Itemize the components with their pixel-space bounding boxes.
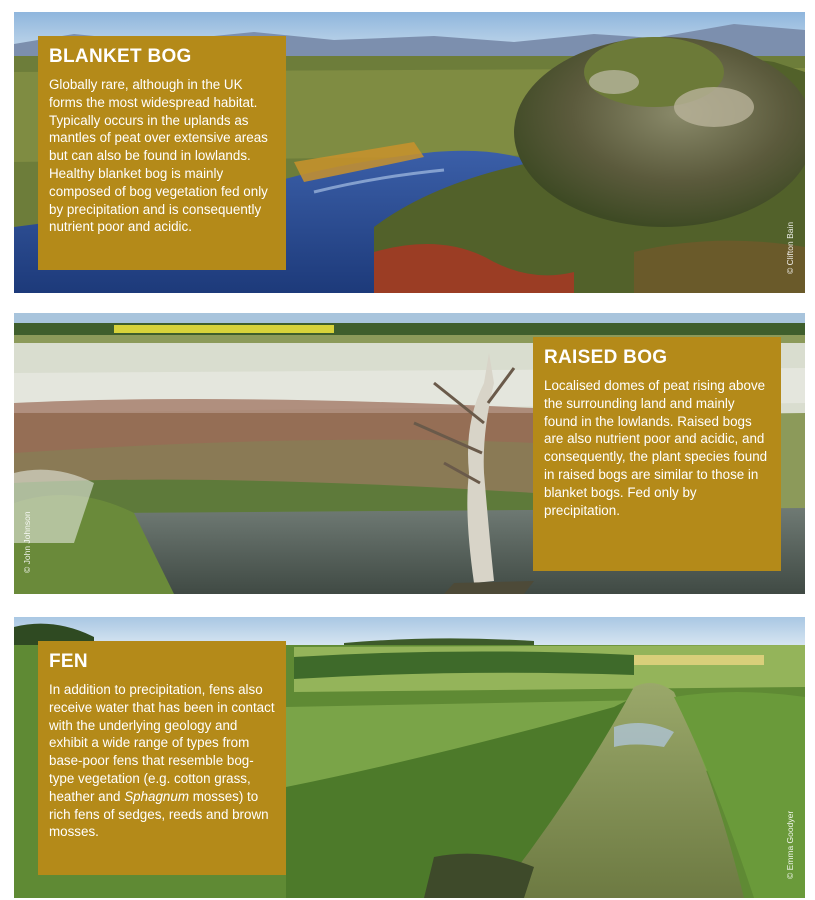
fen-description-part-1: In addition to precipitation, fens also receive water that has been in contact with the underlying geology and exhibit a wide range of types from base-poor fens that resemble bog-type vegetation (e.g. cotton grass, heather and: [49, 682, 275, 804]
fen-title: FEN: [49, 651, 88, 672]
raised-bog-photo-credit: © John Johnson: [22, 511, 32, 573]
sphagnum-term: Sphagnum: [124, 788, 189, 804]
blanket-bog-description: Globally rare, although in the UK forms the most widespread habitat. Typically occurs in the uplands as mantles of peat over extensive areas but can also be found in lowlands. Healthy blanket bog is mainly composed of bog vegetation fed only by precipitation and is consequently nutrient poor and acidic.: [49, 77, 268, 235]
raised-bog-caption: [533, 337, 781, 571]
raised-bog-title: RAISED BOG: [544, 347, 668, 368]
fen-panel: [14, 617, 805, 898]
raised-bog-description: Localised domes of peat rising above the surrounding land and mainly found in the lowlands. Raised bogs are also nutrient poor and acidic, and consequently, the plant species found in raised bogs are similar to those in blanket bogs. Fed only by precipitation.: [544, 378, 768, 518]
blanket-bog-panel: [14, 12, 805, 293]
fen-photo-credit: © Emma Goodyer: [785, 810, 795, 879]
raised-bog-panel: [14, 313, 805, 594]
fen-description-part-2: mosses) to rich fens of sedges, reeds and brown mosses.: [49, 788, 269, 840]
blanket-bog-photo-credit: © Clifton Bain: [785, 221, 795, 274]
blanket-bog-caption: [38, 36, 286, 270]
fen-caption: [38, 641, 286, 875]
fen-description: [49, 681, 275, 841]
blanket-bog-title: BLANKET BOG: [49, 46, 192, 67]
